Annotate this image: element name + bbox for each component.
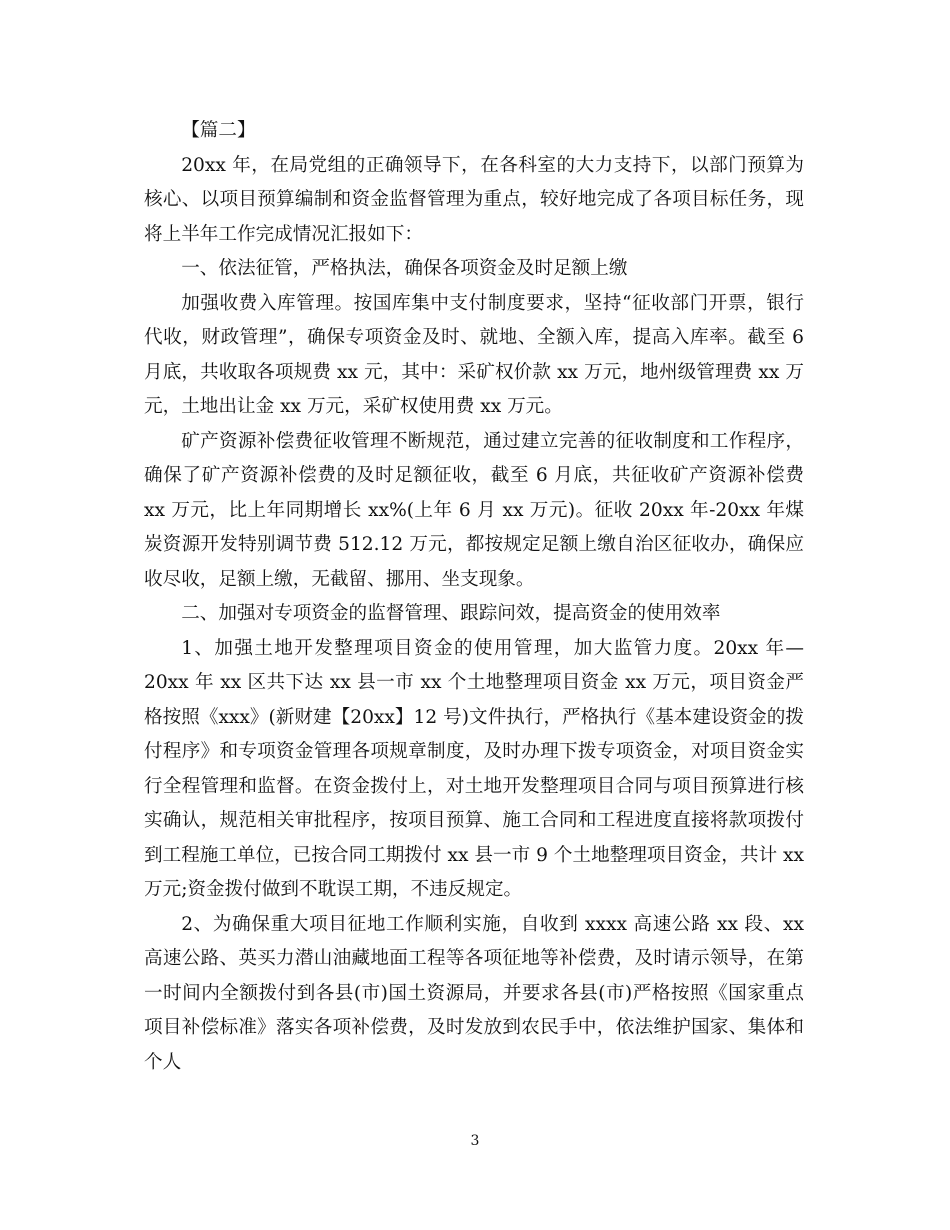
section-heading-1: 一、依法征管，严格执法，确保各项资金及时足额上缴 <box>181 258 628 279</box>
paragraph-intro: 20xx 年，在局党组的正确领导下，在各科室的大力支持下，以部门预算为核心、以项目预算编制和资金监督管理为重点，较好地完成了各项目标任务，现将上半年工作完成情况汇报如下： <box>144 154 804 245</box>
section-tag: 【篇二】 <box>181 120 256 141</box>
section-heading-2: 二、加强对专项资金的监督管理、跟踪问效，提高资金的使用效率 <box>181 603 721 624</box>
document-body <box>144 114 804 1080</box>
page-number: 3 <box>470 1133 480 1149</box>
paragraph-mineral-compensation: 矿产资源补偿费征收管理不断规范，通过建立完善的征收制度和工作程序，确保了矿产资源补偿费的及时足额征收，截至 6 月底，共征收矿产资源补偿费 xx 万元，比上年同期增长 xx%(上年 6 月 xx 万元)。征收 20xx 年-20xx 年煤炭资源开发特别调节费 512.12 万元，都按规定足额上缴自治区征收办，确保应收尽收，足额上缴，无截留、挪用、坐支现象。 <box>144 430 804 590</box>
paragraph-fee-collection: 加强收费入库管理。按国库集中支付制度要求，坚持“征收部门开票，银行代收，财政管理”，确保专项资金及时、就地、全额入库，提高入库率。截至 6 月底，共收取各项规费 xx 元，其中：采矿权价款 xx 万元，地州级管理费 xx 万元，土地出让金 xx 万元，采矿权使用费 xx 万元。 <box>144 292 804 417</box>
paragraph-land-acquisition: 2、为确保重大项目征地工作顺利实施，自收到 xxxx 高速公路 xx 段、xx 高速公路、英买力潜山油藏地面工程等各项征地等补偿费，及时请示领导，在第一时间内全额拨付到各县(市)国土资源局，并要求各县(市)严格按照《国家重点项目补偿标准》落实各项补偿费，及时发放到农民手中，依法维护国家、集体和个人 <box>144 913 804 1073</box>
paragraph-land-project-funds: 1、加强土地开发整理项目资金的使用管理，加大监管力度。20xx 年—20xx 年 xx 区共下达 xx 县一市 xx 个土地整理项目资金 xx 万元，项目资金严格按照《xxx》(新财建【20xx】12 号)文件执行，严格执行《基本建设资金的拨付程序》和专项资金管理各项规章制度，及时办理下拨专项资金，对项目资金实行全程管理和监督。在资金拨付上，对土地开发整理项目合同与项目预算进行核实确认，规范相关审批程序，按项目预算、施工合同和工程进度直接将款项拨付到工程施工单位，已按合同工期拨付 xx 县一市 9 个土地整理项目资金，共计 xx 万元;资金拨付做到不耽误工期，不违反规定。 <box>144 637 804 900</box>
